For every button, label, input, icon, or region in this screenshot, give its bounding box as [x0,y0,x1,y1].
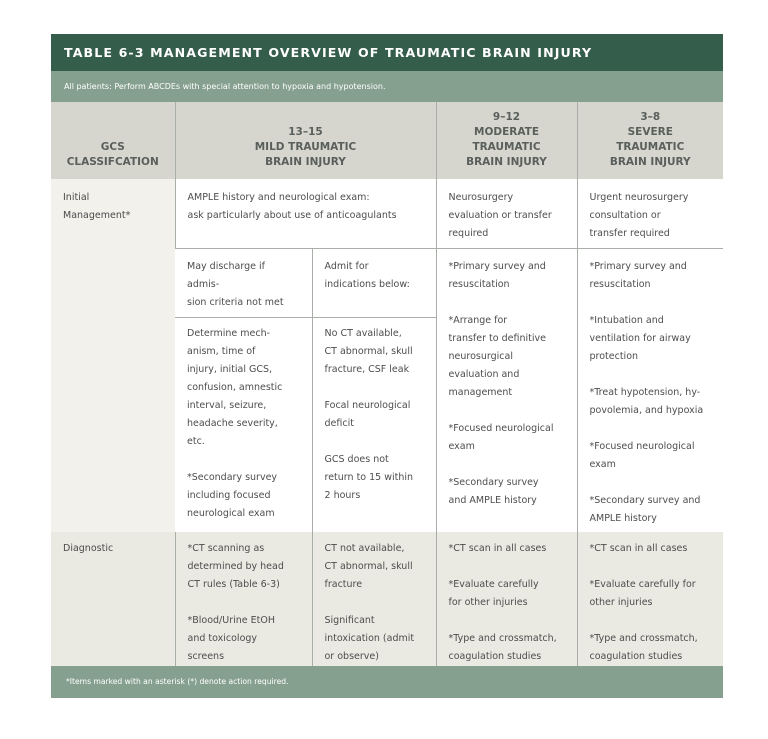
paragraph-gap [449,558,565,576]
cell-line: Initial [63,192,90,203]
cell-line: transfer required [589,228,670,239]
cell-line: confusion, amnestic [187,381,283,393]
cell-line: and toxicology [187,633,258,644]
cell-line: evaluation and [448,369,520,380]
cell-line: BRAIN INJURY [466,156,547,168]
cell-line: exam [448,441,475,452]
cell-line: TRAUMATIC [472,141,541,153]
cell-line: *Focused neurological [589,441,695,452]
cell-line: CLASSIFCATION [66,156,159,168]
management-table-document [51,34,723,698]
cell-line: injury, initial GCS, [187,363,273,375]
cell-line: *CT scan in all cases [589,543,688,554]
cell-line: ask particularly about use of anticoagulants [187,210,397,221]
cell-line: return to 15 within [324,471,414,483]
paragraph-gap [325,379,424,397]
cell-line: for other injuries [448,597,528,608]
cell-line: Admit for [324,261,369,272]
cell-line: CT not available, [324,543,405,554]
severe-actions-cell [577,249,723,533]
cell-line: AMPLE history [589,513,657,524]
cell-line: interval, seizure, [187,399,267,411]
cell-line: including focused [187,489,271,501]
cell-line: and AMPLE history [448,495,537,506]
cell-line: BRAIN INJURY [609,156,691,168]
cell-line: fracture, CSF leak [324,363,410,375]
cell-paragraph [590,312,712,366]
paragraph-gap [325,433,424,451]
cell-line: *CT scanning as [187,543,265,554]
cell-line: *Evaluate carefully for [589,579,696,590]
cell-paragraph [187,325,300,451]
cell-line: Significant [324,615,375,626]
cell-line: *Secondary survey and [589,495,701,506]
table-subtitle: All patients: Perform ABCDEs with special attention to hypoxia and hypotension. [51,71,723,102]
cell-line: coagulation studies [589,651,683,662]
diagnostic-mild-admit [312,532,436,666]
diagnostic-label [51,532,175,666]
cell-line: *Intubation and [589,315,664,326]
cell-line: Determine mech- [187,327,271,339]
paragraph-gap [187,451,300,469]
cell-paragraph [325,612,424,666]
cell-paragraph [325,397,424,433]
cell-paragraph [325,540,424,594]
cell-paragraph [590,492,712,528]
cell-paragraph [188,540,300,594]
cell-paragraph [449,474,565,510]
initial-mild-cell [175,179,436,249]
header-mild-tbi [175,102,436,179]
cell-line: Neurosurgery [448,192,514,203]
paragraph-gap [449,456,565,474]
initial-management-row [51,179,723,249]
cell-line: *Blood/Urine EtOH [187,615,275,626]
paragraph-gap [590,294,712,312]
mild-admit-cell [312,249,436,318]
cell-line: neurosurgical [448,351,513,362]
cell-line: *Secondary survey [187,471,278,483]
cell-line: etc. [187,435,205,447]
initial-management-label [51,179,175,532]
paragraph-gap [449,402,565,420]
cell-line: required [448,228,489,239]
paragraph-gap [449,294,565,312]
cell-line: Focal neurological [324,399,411,411]
cell-line: intoxication (admit [324,633,415,644]
cell-paragraph [188,612,300,666]
cell-line: Management* [63,210,131,221]
cell-line: headache severity, [187,417,278,429]
cell-line: *Evaluate carefully [448,579,539,590]
paragraph-gap [188,594,300,612]
initial-moderate-cell [436,179,577,249]
cell-line: fracture [324,579,363,590]
cell-line: CT abnormal, skull [324,561,413,572]
diagnostic-mild-discharge [175,532,312,666]
cell-line: No CT available, [324,327,402,339]
cell-paragraph [449,540,565,558]
cell-line: resuscitation [448,279,510,290]
cell-paragraph [590,258,712,294]
cell-line: GCS [100,141,125,153]
cell-line: 3–8 [640,111,661,123]
cell-line: *Arrange for [448,315,508,326]
header-moderate-tbi [436,102,577,179]
cell-line: MODERATE [474,126,539,138]
cell-line: MILD TRAUMATIC [254,141,357,153]
cell-line: deficit [324,417,354,429]
paragraph-gap [449,612,565,630]
header-severe-tbi [577,102,723,179]
cell-paragraph [590,384,712,420]
cell-line: neurological exam [187,507,275,519]
cell-line: determined by head [187,561,284,572]
cell-line: *Secondary survey [448,477,539,488]
paragraph-gap [590,366,712,384]
initial-severe-cell [577,179,723,249]
cell-paragraph [325,325,424,379]
cell-line: 13–15 [288,126,323,138]
management-table [51,102,723,666]
header-row [51,102,723,179]
cell-line: BRAIN INJURY [265,156,346,168]
cell-line: GCS does not [324,453,389,465]
cell-line: *Focused neurological [448,423,554,434]
diagnostic-severe [577,532,723,666]
cell-line: CT rules (Table 6-3) [187,579,280,590]
cell-paragraph [449,630,565,666]
cell-line: TRAUMATIC [616,141,685,153]
cell-line: sion criteria not met [187,297,284,308]
cell-line: management [448,387,513,398]
mild-admit-indications [312,317,436,532]
cell-line: SEVERE [627,126,673,138]
mild-discharge-details [175,317,312,532]
diagnostic-row [51,532,723,666]
moderate-actions-cell [436,249,577,533]
cell-line: *Primary survey and [589,261,687,272]
cell-line: povolemia, and hypoxia [589,405,704,416]
cell-paragraph [590,540,712,558]
cell-line: consultation or [589,210,661,221]
paragraph-gap [590,420,712,438]
cell-line: protection [589,351,639,362]
cell-line: evaluation or transfer [448,210,552,221]
cell-line: *Treat hypotension, hy- [589,387,701,398]
cell-line: CT abnormal, skull [324,345,413,357]
cell-line: other injuries [589,597,653,608]
cell-paragraph [449,312,565,402]
cell-paragraph [590,576,712,612]
cell-paragraph [325,451,424,505]
cell-line: AMPLE history and neurological exam: [187,192,370,203]
cell-paragraph [449,420,565,456]
mild-discharge-cell [175,249,312,318]
cell-paragraph [449,576,565,612]
cell-line: Diagnostic [63,543,114,554]
paragraph-gap [590,558,712,576]
cell-line: coagulation studies [448,651,542,662]
cell-line: *CT scan in all cases [448,543,547,554]
cell-line: *Type and crossmatch, [448,633,557,644]
cell-line: Urgent neurosurgery [589,192,689,203]
cell-paragraph [590,438,712,474]
cell-line: or observe) [324,651,379,662]
diagnostic-moderate [436,532,577,666]
header-gcs-classification [51,102,175,179]
cell-line: screens [187,651,225,662]
paragraph-gap [590,612,712,630]
cell-paragraph [449,258,565,294]
cell-line: *Type and crossmatch, [589,633,698,644]
cell-line: transfer to definitive [448,333,546,344]
cell-line: *Primary survey and [448,261,546,272]
cell-line: anism, time of [187,345,256,357]
cell-line: exam [589,459,616,470]
cell-line: resuscitation [589,279,651,290]
cell-line: 9–12 [492,111,521,123]
cell-line: ventilation for airway [589,333,691,344]
table-title: TABLE 6-3 MANAGEMENT OVERVIEW OF TRAUMATIC BRAIN INJURY [51,34,723,71]
cell-line: May discharge if admis- [187,261,265,290]
cell-paragraph [590,630,712,666]
paragraph-gap [325,594,424,612]
cell-line: indications below: [324,279,410,290]
cell-paragraph [187,469,300,523]
footnote: *Items marked with an asterisk (*) denote action required. [51,666,723,698]
paragraph-gap [590,474,712,492]
cell-line: 2 hours [324,489,361,501]
